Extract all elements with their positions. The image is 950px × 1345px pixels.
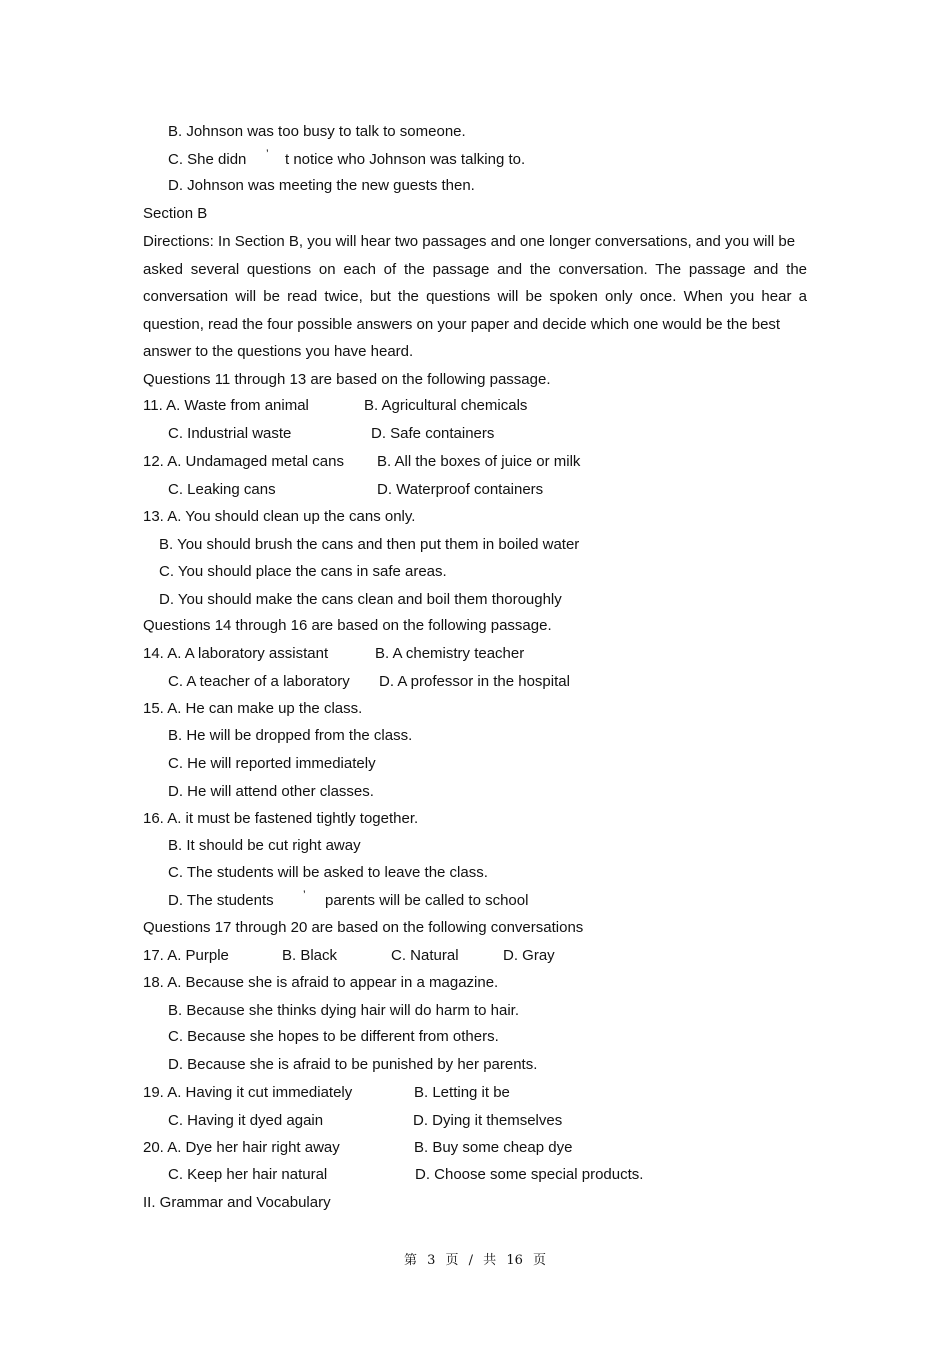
q16-option-a: 16. A. it must be fastened tightly together. [143,810,419,827]
q17-option-d: D. Gray [503,947,555,964]
q14-option-c: C. A teacher of a laboratory [168,673,350,690]
q15-option-a: 15. A. He can make up the class. [143,700,363,717]
q19-option-d: D. Dying it themselves [413,1112,563,1129]
q10-option-c-apostrophe: ’ [266,147,269,161]
q11-option-c: C. Industrial waste [168,425,292,442]
q16-option-b: B. It should be cut right away [168,837,361,854]
section-b-title: Section B [143,205,208,222]
q18-option-b: B. Because she thinks dying hair will do harm to hair. [168,1002,520,1019]
q18-option-c: C. Because she hopes to be different from others. [168,1028,499,1045]
q20-option-d: D. Choose some special products. [415,1166,644,1183]
q17-option-c: C. Natural [391,947,459,964]
q15-option-b: B. He will be dropped from the class. [168,727,413,744]
directions-line: question, read the four possible answers on your paper and decide which one would be the best [143,316,781,333]
q11-option-d: D. Safe containers [371,425,495,442]
passage-intro-14-16: Questions 14 through 16 are based on the following passage. [143,617,552,634]
q16-option-d: D. The students [168,892,274,909]
q20-option-b: B. Buy some cheap dye [414,1139,573,1156]
section-ii-title: II. Grammar and Vocabulary [143,1194,331,1211]
q16-option-d-continued: parents will be called to school [325,892,529,909]
q14-option-a: 14. A. A laboratory assistant [143,645,329,662]
q17-option-b: B. Black [282,947,338,964]
q16-option-c: C. The students will be asked to leave the class. [168,864,488,881]
q10-option-d: D. Johnson was meeting the new guests then. [168,177,475,194]
q12-option-a: 12. A. Undamaged metal cans [143,453,344,470]
q12-option-d: D. Waterproof containers [377,481,544,498]
q16-option-d-apostrophe: ’ [303,888,306,902]
q10-option-c: C. She didn [168,151,247,168]
q14-option-d: D. A professor in the hospital [379,673,570,690]
q20-option-a: 20. A. Dye her hair right away [143,1139,340,1156]
directions-line: Directions: In Section B, you will hear two passages and one longer conversations, and you will be [143,233,796,250]
directions-line: asked several questions on each of the passage and the conversation. The passage and the [143,261,807,278]
page-footer: 第 3 页 / 共 16 页 [404,1253,546,1268]
q15-option-d: D. He will attend other classes. [168,783,374,800]
passage-intro-11-13: Questions 11 through 13 are based on the following passage. [143,371,551,388]
q14-option-b: B. A chemistry teacher [375,645,525,662]
q18-option-d: D. Because she is afraid to be punished by her parents. [168,1056,538,1073]
conversation-intro-17-20: Questions 17 through 20 are based on the following conversations [143,919,584,936]
q15-option-c: C. He will reported immediately [168,755,376,772]
q13-option-b: B. You should brush the cans and then put them in boiled water [159,536,580,553]
q11-option-b: B. Agricultural chemicals [364,397,528,414]
q19-option-c: C. Having it dyed again [168,1112,324,1129]
q11-option-a: 11. A. Waste from animal [143,397,309,414]
q13-option-c: C. You should place the cans in safe areas. [159,563,447,580]
q18-option-a: 18. A. Because she is afraid to appear in a magazine. [143,974,499,991]
q19-option-a: 19. A. Having it cut immediately [143,1084,353,1101]
q13-option-d: D. You should make the cans clean and boil them thoroughly [159,591,562,608]
q10-option-c-continued: t notice who Johnson was talking to. [285,151,526,168]
q12-option-c: C. Leaking cans [168,481,276,498]
q13-option-a: 13. A. You should clean up the cans only. [143,508,416,525]
q20-option-c: C. Keep her hair natural [168,1166,328,1183]
q19-option-b: B. Letting it be [414,1084,510,1101]
directions-line: answer to the questions you have heard. [143,343,414,360]
q17-option-a: 17. A. Purple [143,947,229,964]
directions-line: conversation will be read twice, but the questions will be spoken only once. When you hear a [143,288,807,305]
q10-option-b: B. Johnson was too busy to talk to someone. [168,123,466,140]
q12-option-b: B. All the boxes of juice or milk [377,453,581,470]
